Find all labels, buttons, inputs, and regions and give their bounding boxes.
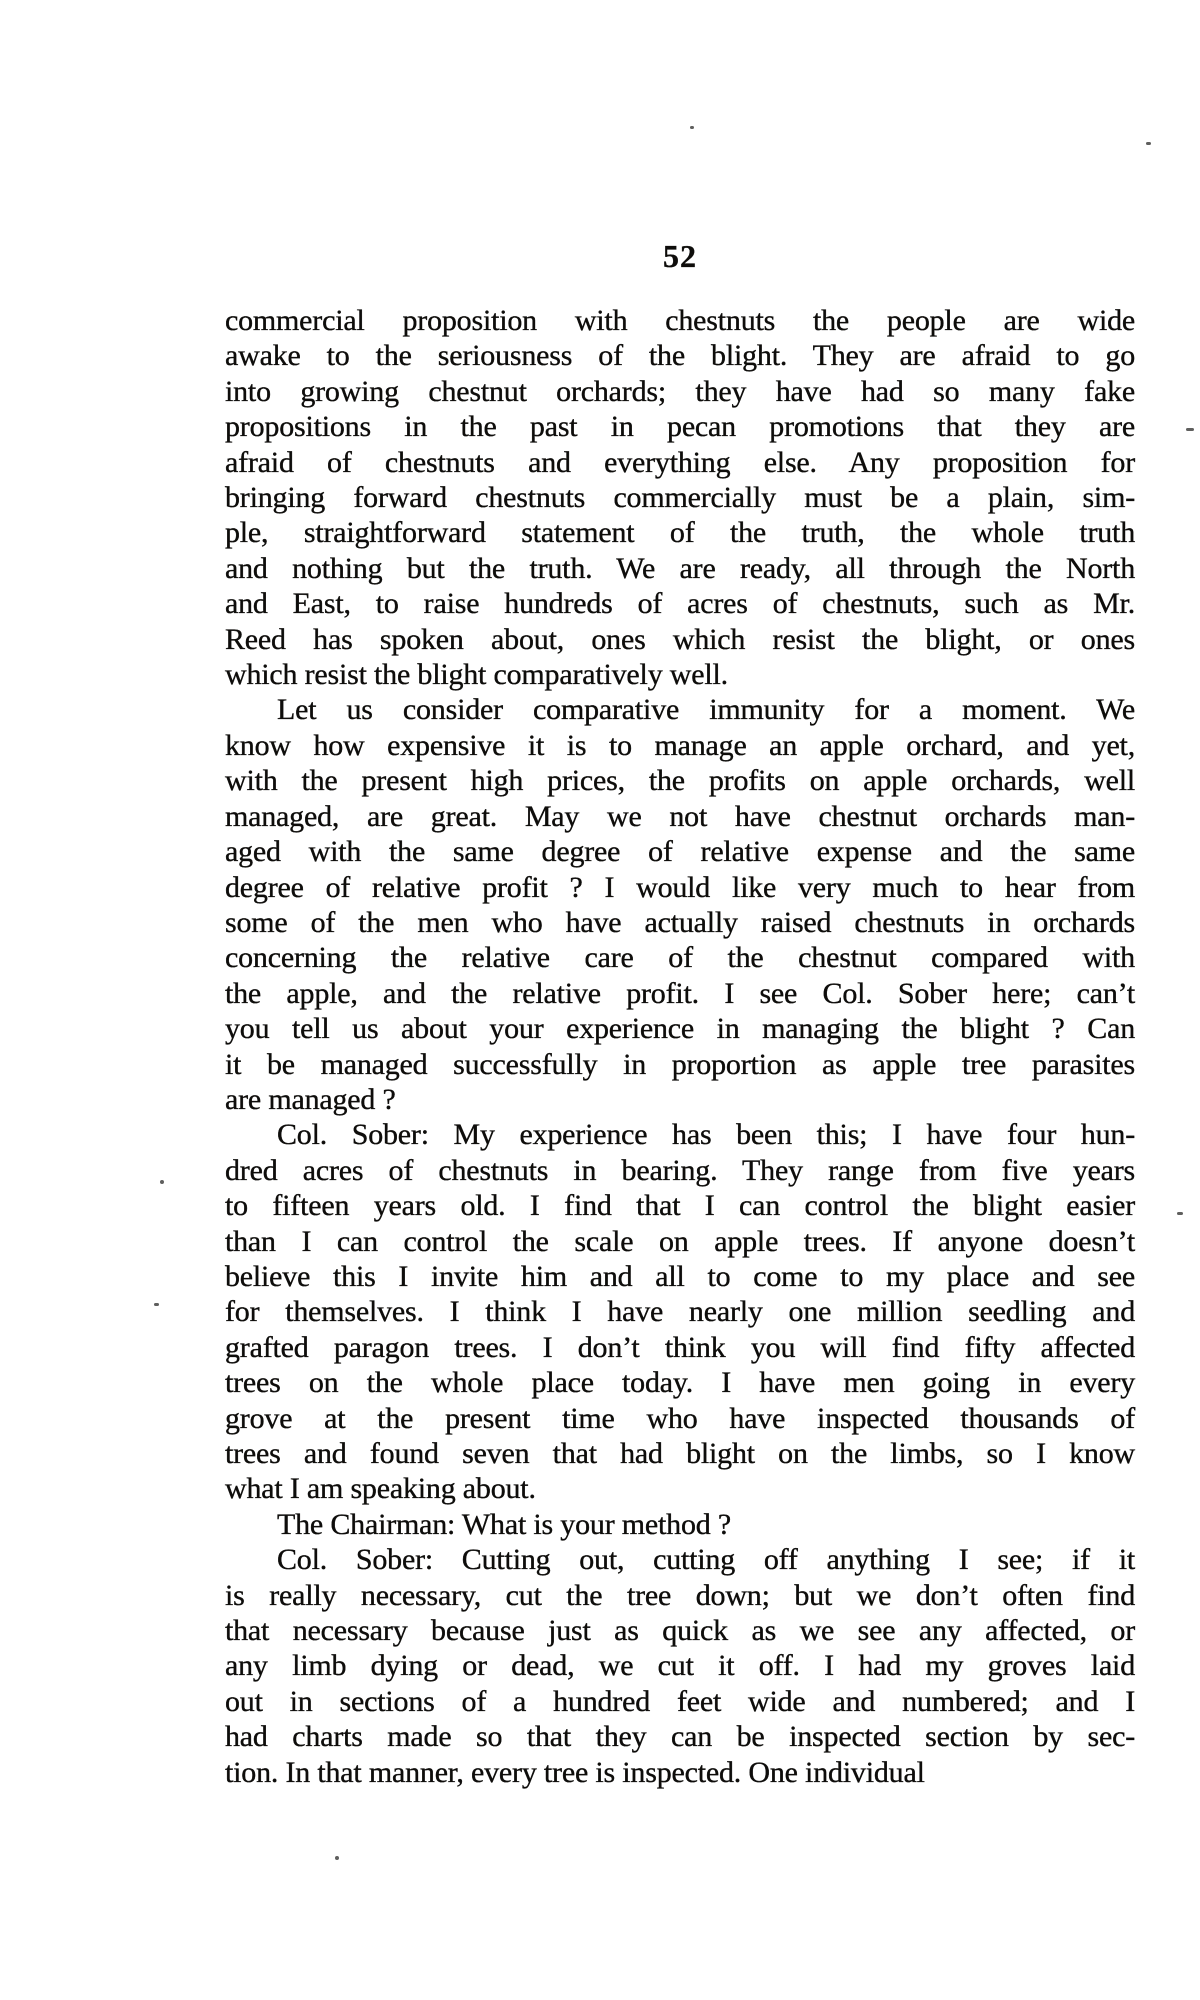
text-line: the apple, and the relative profit. I see Col. Sober here; can’t <box>225 976 1135 1010</box>
text-line: is really necessary, cut the tree down; but we don’t often find <box>225 1578 1135 1612</box>
text-line: dred acres of chestnuts in bearing. They range from five years <box>225 1153 1135 1187</box>
text-line: which resist the blight comparatively well. <box>225 658 728 692</box>
text-line: grafted paragon trees. I don’t think you will find fifty affected <box>225 1330 1135 1364</box>
text-line: that necessary because just as quick as we see any affected, or <box>225 1614 1135 1648</box>
text-line: The Chairman: What is your method ? <box>277 1507 732 1541</box>
text-line: grove at the present time who have inspected thousands of <box>225 1401 1135 1435</box>
paragraph <box>225 692 1135 1117</box>
text-line: to fifteen years old. I find that I can control the blight easier <box>225 1189 1135 1223</box>
text-line: than I can control the scale on apple trees. If anyone doesn’t <box>225 1224 1135 1258</box>
text-line: propositions in the past in pecan promotions that they are <box>225 410 1135 444</box>
scan-speck <box>1146 142 1151 145</box>
text-line: concerning the relative care of the chestnut compared with <box>225 941 1135 975</box>
text-line: with the present high prices, the profits on apple orchards, well <box>225 764 1135 798</box>
text-line: ple, straightforward statement of the truth, the whole truth <box>225 516 1135 550</box>
text-line: aged with the same degree of relative expense and the same <box>225 835 1135 869</box>
paragraph <box>225 1507 1135 1542</box>
text-line: Reed has spoken about, ones which resist the blight, or ones <box>225 622 1135 656</box>
text-block <box>225 303 1135 1790</box>
text-line: trees on the whole place today. I have men going in every <box>225 1366 1135 1400</box>
text-line: some of the men who have actually raised chestnuts in orchards <box>225 905 1135 939</box>
page-number: 52 <box>663 238 697 274</box>
text-line: tion. In that manner, every tree is inspected. One individual <box>225 1755 925 1789</box>
text-line: Let us consider comparative immunity for a moment. We <box>277 693 1135 727</box>
text-line: know how expensive it is to manage an apple orchard, and yet, <box>225 728 1135 762</box>
text-line: trees and found seven that had blight on the limbs, so I know <box>225 1437 1135 1470</box>
paragraph <box>225 1542 1135 1790</box>
text-line: into growing chestnut orchards; they have had so many fake <box>225 374 1135 408</box>
text-line: bringing forward chestnuts commercially must be a plain, sim- <box>225 481 1135 515</box>
text-line: and nothing but the truth. We are ready, all through the North <box>225 551 1135 585</box>
text-line: Col. Sober: Cutting out, cutting off anything I see; if it <box>277 1543 1135 1577</box>
text-line: afraid of chestnuts and everything else. Any proposition for <box>225 445 1135 479</box>
text-line: you tell us about your experience in managing the blight ? Can <box>225 1012 1135 1046</box>
text-line: what I am speaking about. <box>225 1472 536 1506</box>
text-line: any limb dying or dead, we cut it off. I had my groves laid <box>225 1649 1135 1683</box>
scan-speck <box>1186 428 1194 431</box>
text-line: had charts made so that they can be inspected section by sec- <box>225 1720 1135 1754</box>
paragraph <box>225 1117 1135 1506</box>
text-line: believe this I invite him and all to come to my place and see <box>225 1259 1135 1293</box>
text-line: out in sections of a hundred feet wide and numbered; and I <box>225 1684 1135 1718</box>
scan-speck <box>1177 1212 1183 1215</box>
text-line: are managed ? <box>225 1082 396 1116</box>
text-line: commercial proposition with chestnuts the people are wide <box>225 304 1135 337</box>
text-line: degree of relative profit ? I would like very much to hear from <box>225 870 1135 904</box>
text-line: it be managed successfully in proportion as apple tree parasites <box>225 1047 1135 1081</box>
text-line: and East, to raise hundreds of acres of chestnuts, such as Mr. <box>225 587 1135 621</box>
scan-speck <box>335 1856 339 1860</box>
text-line: Col. Sober: My experience has been this; I have four hun- <box>277 1118 1135 1152</box>
scan-speck <box>160 1180 164 1184</box>
text-line: awake to the seriousness of the blight. They are afraid to go <box>225 339 1135 373</box>
text-line: for themselves. I think I have nearly one million seedling and <box>225 1295 1135 1329</box>
text-line: managed, are great. May we not have chestnut orchards man- <box>225 799 1135 833</box>
scan-speck <box>154 1303 159 1306</box>
scan-speck <box>690 126 694 129</box>
paragraph <box>225 303 1135 692</box>
